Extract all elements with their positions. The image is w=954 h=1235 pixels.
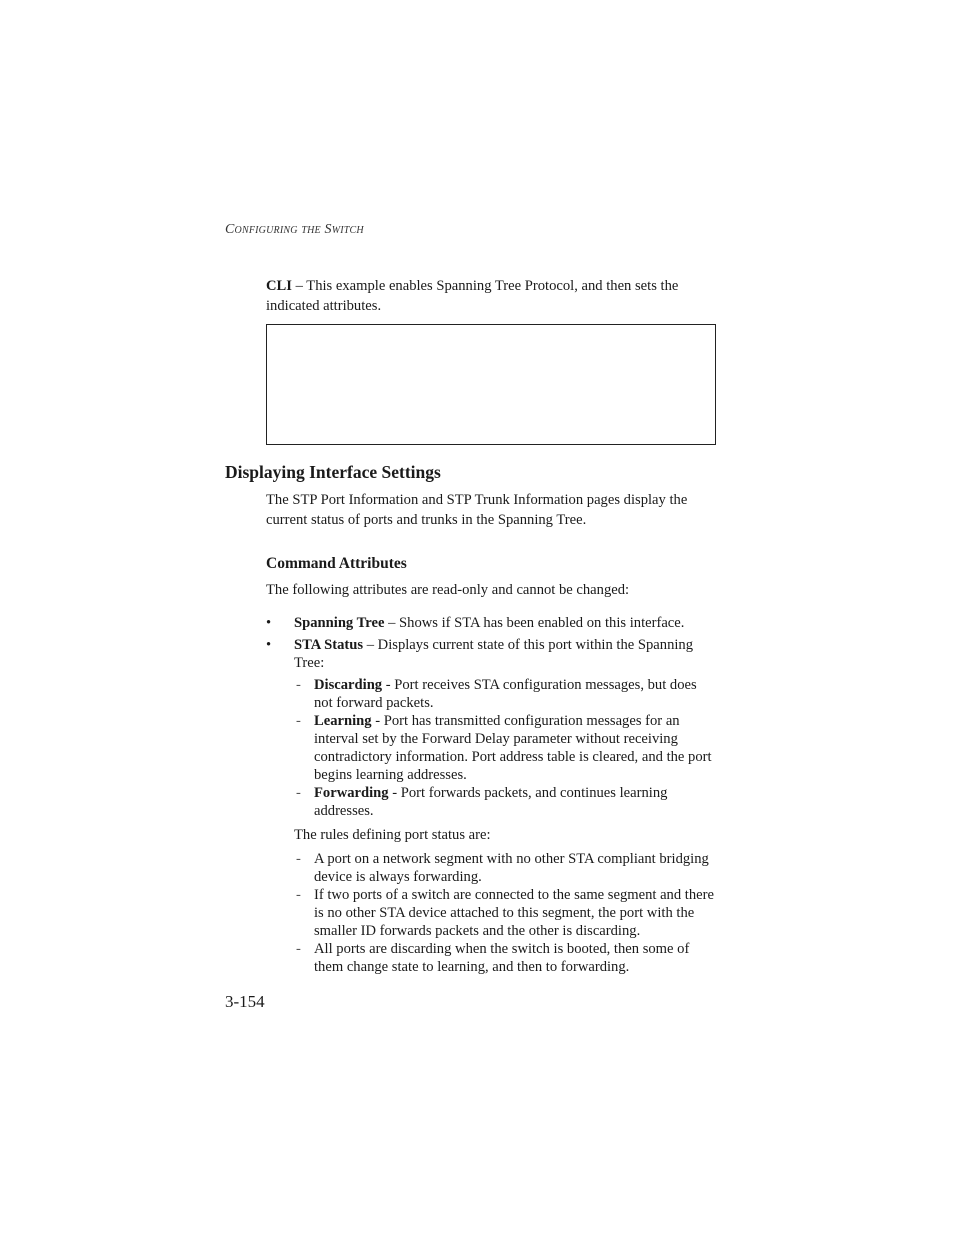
- rule-item: [294, 850, 716, 886]
- cli-example-box: [266, 324, 716, 445]
- attribute-desc: – Shows if STA has been enabled on this interface.: [384, 615, 685, 631]
- rule-text: A port on a network segment with no other STA compliant bridging device is always forwarding.: [314, 851, 709, 885]
- rules-list: [294, 850, 716, 976]
- section-intro: The STP Port Information and STP Trunk Information pages display the current status of ports and trunks in the Spanning Tree.: [266, 492, 688, 528]
- cli-text: – This example enables Spanning Tree Protocol, and then sets the indicated attributes.: [266, 278, 679, 314]
- page-number: 3-154: [225, 992, 265, 1011]
- dash-icon: -: [296, 851, 301, 867]
- dash-icon: -: [296, 713, 301, 729]
- state-learning: [294, 712, 716, 784]
- bullet-icon: •: [266, 637, 272, 653]
- state-term: Discarding: [314, 677, 383, 693]
- attribute-desc: – Displays current state of this port within the Spanning Tree:: [294, 637, 694, 671]
- attributes-intro: The following attributes are read-only and cannot be changed:: [266, 582, 630, 598]
- state-desc: - Port has transmitted configuration messages for an interval set by the Forward Delay parameter without receiving contradictory information. Port address table is cleared, and the port begins learning addresses.: [314, 713, 712, 783]
- attribute-term: Spanning Tree: [294, 615, 385, 631]
- state-desc: - Port receives STA configuration messages, but does not forward packets.: [314, 677, 697, 711]
- rules-intro: The rules defining port status are:: [294, 827, 491, 843]
- rule-item: [294, 886, 716, 940]
- state-term: Forwarding: [314, 785, 389, 801]
- dash-icon: -: [296, 887, 301, 903]
- running-header-text: Configuring the Switch: [225, 222, 364, 237]
- rule-text: All ports are discarding when the switch is booted, then some of them change state to learning, and then to forwarding.: [314, 941, 690, 975]
- state-desc: - Port forwards packets, and continues learning addresses.: [314, 785, 668, 819]
- cli-paragraph: [266, 276, 716, 316]
- dash-icon: -: [296, 785, 301, 801]
- list-item-sta-status: [266, 636, 716, 976]
- state-term: Learning: [314, 713, 372, 729]
- state-list: [294, 676, 716, 820]
- attribute-list: [266, 614, 716, 980]
- cli-label: CLI: [266, 278, 292, 294]
- rule-text: If two ports of a switch are connected to the same segment and there is no other STA device attached to this segment, the port with the smaller ID forwards packets and the other is discarding.: [314, 887, 714, 939]
- state-forwarding: [294, 784, 716, 820]
- command-attributes-heading: Command Attributes: [266, 555, 407, 572]
- bullet-icon: •: [266, 615, 272, 631]
- attribute-term: STA Status: [294, 637, 364, 653]
- running-header: [225, 222, 364, 238]
- state-discarding: [294, 676, 716, 712]
- rule-item: [294, 940, 716, 976]
- dash-icon: -: [296, 941, 301, 957]
- list-item-spanning-tree: [266, 614, 716, 632]
- section-heading: Displaying Interface Settings: [225, 462, 441, 482]
- dash-icon: -: [296, 677, 301, 693]
